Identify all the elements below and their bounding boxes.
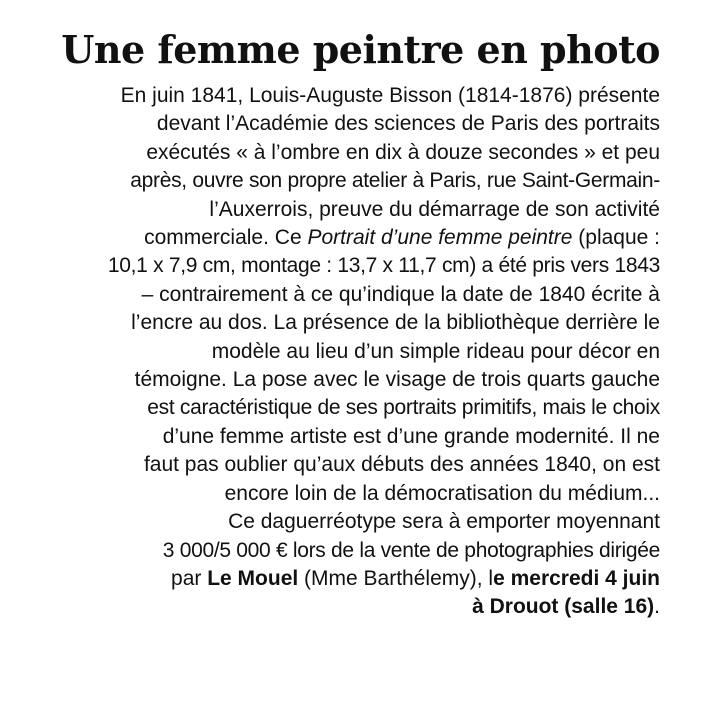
body-line: encore loin de la démocratisation du médium... (224, 481, 660, 505)
body-line-with-italic-title (40, 224, 660, 252)
body-line: Ce daguerréotype sera à emporter moyennant (228, 510, 660, 534)
auction-house-name: Le Mouel (207, 566, 299, 590)
body-line-auction-house (40, 565, 660, 593)
article-title: Une femme peintre en photo (61, 27, 660, 72)
body-line: 10,1 x 7,9 cm, montage : 13,7 x 11,7 cm) a été pris vers 1843 (107, 254, 660, 278)
body-line: modèle au lieu d’un simple rideau pour décor en (211, 339, 660, 363)
body-text-segment: par (171, 566, 208, 590)
body-text-segment: commerciale. Ce (144, 226, 308, 250)
body-line: témoigne. La pose avec le visage de trois quarts gauche (134, 368, 660, 392)
body-text-segment: . (654, 595, 660, 619)
body-line: devant l’Académie des sciences de Paris des portraits (156, 112, 660, 136)
body-line: l’encre au dos. La présence de la bibliothèque derrière le (131, 311, 660, 335)
body-line: est caractéristique de ses portraits primitifs, mais le choix (147, 396, 660, 420)
article-body (40, 82, 660, 622)
body-line: 3 000/5 000 € lors de la vente de photographies dirigée (162, 538, 660, 562)
body-line: après, ouvre son propre atelier à Paris, rue Saint-Germain- (130, 169, 660, 193)
body-line: – contrairement à ce qu’indique la date de 1840 écrite à (141, 282, 660, 306)
body-line: En juin 1841, Louis-Auguste Bisson (1814-1876) présente (120, 84, 660, 107)
body-text-segment: (plaque : (572, 226, 660, 250)
auction-date: e mercredi 4 juin (493, 566, 660, 590)
auction-venue: à Drouot (salle 16) (472, 595, 655, 619)
article (40, 26, 660, 622)
artwork-title: Portrait d’une femme peintre (307, 226, 573, 250)
body-text-segment: (Mme Barthélemy), l (298, 566, 494, 590)
body-line: d’une femme artiste est d’une grande modernité. Il ne (162, 424, 660, 448)
body-line-auction-venue (40, 593, 660, 621)
body-line: exécutés « à l’ombre en dix à douze secondes » et peu (146, 140, 660, 164)
body-line: l’Auxerrois, preuve du démarrage de son activité (209, 197, 660, 221)
body-line: faut pas oublier qu’aux débuts des années 1840, on est (143, 453, 660, 477)
